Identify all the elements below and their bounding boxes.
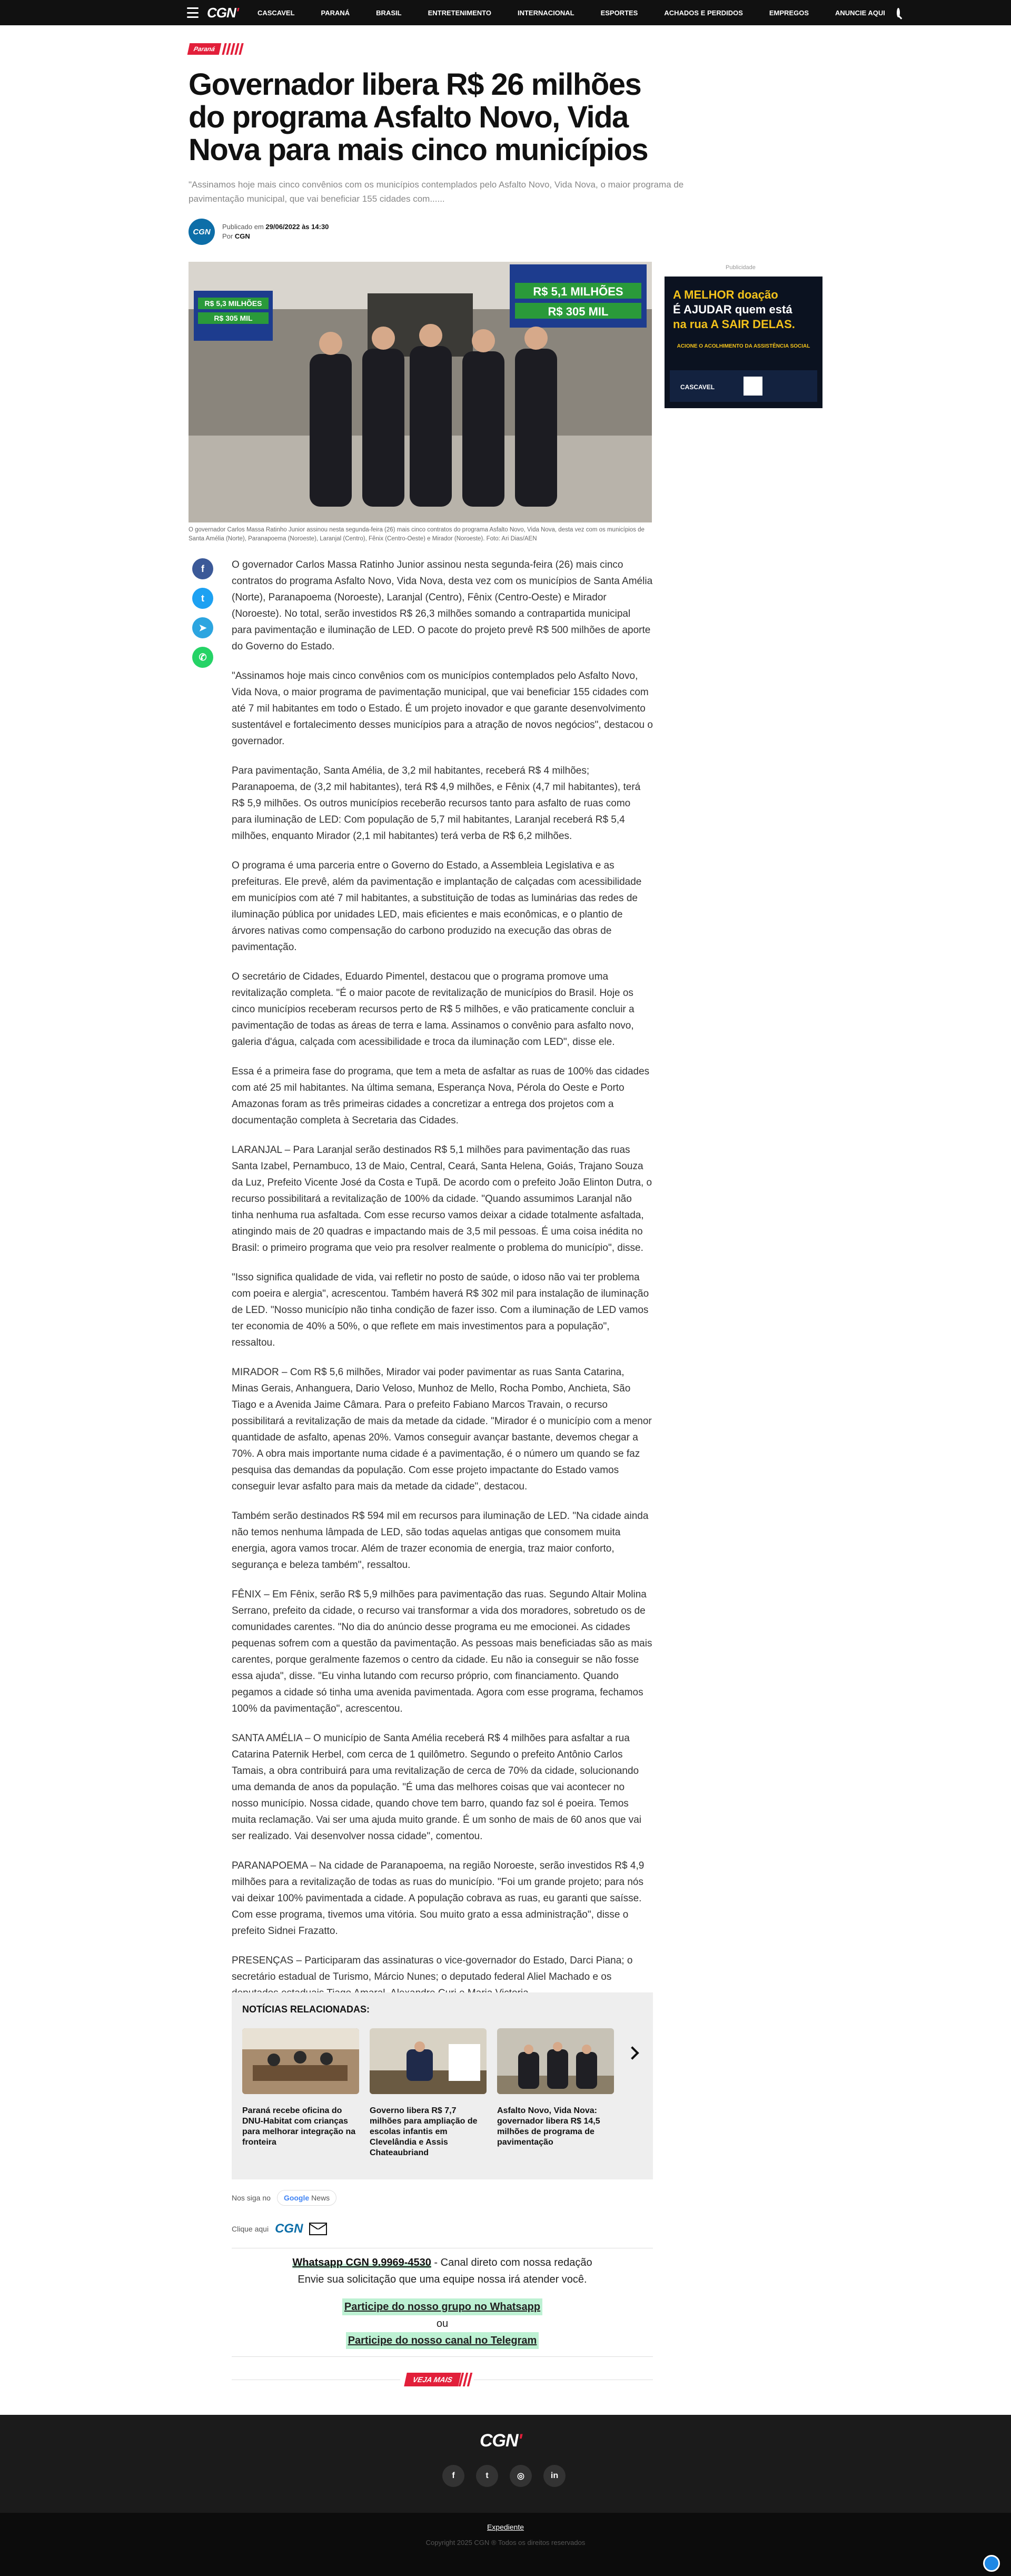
ad-line-1: A MELHOR doação	[673, 288, 778, 301]
photo-illustration	[189, 262, 652, 522]
main-menu	[257, 9, 897, 17]
article-lead: "Assinamos hoje mais cinco convênios com os municípios contemplados pelo Asfalto Novo, Vida Nova, o maior programa de pavimentação municipal, que vai beneficiar 155 cidades com......	[189, 180, 684, 204]
ad-label: Publicidade	[726, 264, 756, 271]
whatsapp-desc: Envie sua solicitação que uma equipe nossa irá atender você.	[298, 2274, 587, 2285]
by-label: Por	[222, 232, 233, 240]
paragraph: O secretário de Cidades, Eduardo Pimentel, destacou que o programa promove uma revitalização completa. "É o maior pacote de revitalização de municípios do Brasil. Hoje os cinco municípios receberam recursos perto de R$ 5 milhões, e vão praticamente concluir a pavimentação de todas as áreas de terra e lama. Assinamos o convênio para asfalto novo, galeria d'água, calçada com acessibilidade e troca da iluminação com LED", disse ele.	[232, 971, 635, 1048]
whatsapp-group-link[interactable]: Participe do nosso grupo no Whatsapp	[342, 2298, 542, 2315]
related-heading: NOTÍCIAS RELACIONADAS:	[242, 2004, 370, 2015]
follow-google-news	[232, 2190, 653, 2206]
paragraph: O governador Carlos Massa Ratinho Junior assinou nesta segunda-feira (26) mais cinco contratos do programa Asfalto Novo, Vida Nova, desta vez com os municípios de Santa Amélia (Norte), Paranapoema (Noroeste), Laranjal (Centro), Fênix (Centro-Oeste) e Mirador (Noroeste). No total, serão investidos R$ 26,3 milhões somando a contrapartida municipal para pavimentação e iluminação de LED. O pacote do projeto prevê R$ 500 milhões de aporte do Governo do Estado.	[232, 559, 653, 652]
author-name: CGN	[234, 232, 250, 240]
footer	[0, 2415, 1011, 2513]
ad-line-3: na rua A SAIR DELAS.	[673, 318, 795, 331]
article-body	[232, 557, 653, 2044]
related-card[interactable]	[497, 2028, 614, 2148]
category-stripes	[223, 43, 242, 55]
ad-artwork	[665, 277, 822, 408]
paragraph: "Isso significa qualidade de vida, vai refletir no posto de saúde, o idoso não vai ter problema com poeira e alergia", acrescentou. Também haverá R$ 302 mil para instalação de iluminação de LED. "Nosso município não tinha condição de fazer isso. Com a iluminação de LED vamos ter economia de 40% a 50%, o que reflete em mais investimentos para a população", ressaltou.	[232, 1272, 649, 1348]
ad-line-2: É AJUDAR quem está	[673, 303, 792, 316]
facebook-icon[interactable]: f	[442, 2465, 464, 2487]
footer-logo[interactable]: CGN'	[480, 2431, 522, 2451]
share-bar	[192, 558, 213, 668]
category-badge[interactable]: Paraná	[187, 43, 222, 55]
article-title: Governador libera R$ 26 milhões do programa Asfalto Novo, Vida Nova para mais cinco municípios	[189, 67, 648, 167]
photo-caption: O governador Carlos Massa Ratinho Junior assinou nesta segunda-feira (26) mais cinco contratos do programa Asfalto Novo, Vida Nova, desta vez com os municípios de Santa Amélia (Norte), Paranapoema (Noroeste), Laranjal (Centro), Fênix (Centro-Oeste) e Mirador (Noroeste). Foto: Ari Dias/AEN	[189, 527, 645, 542]
paragraph: Essa é a primeira fase do programa, que tem a meta de asfaltar as ruas de 100% das cidades com até 25 mil habitantes. Na última semana, Esperança Nova, Pérola do Oeste e Porto Amazonas foram as três primeiras cidades a concretizar a entrega dos projetos com a documentação completa à Secretaria das Cidades.	[232, 1066, 650, 1126]
paragraph: PARANAPOEMA – Na cidade de Paranapoema, na região Noroeste, serão investidos R$ 4,9 milhões para a revitalização de todas as ruas do município. "Foi um grande projeto; para nós vai deixar 100% pavimentada a cidade. A população cobrava as ruas, eu garanti que saísse. Com esse programa, tivemos uma vitória. Sou muito grato a essa administração", disse o prefeito Sidnei Frazatto.	[232, 1860, 645, 1937]
whatsapp-cta	[232, 2254, 653, 2349]
copyright: Copyright 2025 CGN ® Todos os direitos reservados	[425, 2539, 586, 2547]
related-card[interactable]	[370, 2028, 487, 2158]
paragraph: SANTA AMÉLIA – O município de Santa Amélia receberá R$ 4 milhões para asfaltar a rua Catarina Paternik Herbel, com cerca de 1 quilômetro. Segundo o prefeito Antônio Carlos Tamais, a obra contribuirá para uma revitalização de cerca de 70% da cidade, solucionando uma demanda de anos da população. "É uma das melhores coisas que vai acontecer no nosso município. Nossa cidade, quando chove tem barro, quando faz sol é poeira. Temos muita reclamação. Vai ser uma ajuda muito grande. É um sonho de mais de 60 anos que vai ser realizado. Vai desenvolver nossa cidade", comentou.	[232, 1733, 642, 1842]
paragraph: Também serão destinados R$ 594 mil em recursos para iluminação de LED. "Na cidade ainda não temos nenhuma lâmpada de LED, são todas aquelas antigas que consomem muita energia, agora vamos trocar. Além de trazer economia de energia, traz maior conforto, segurança e beleza também", ressaltou.	[232, 1511, 649, 1571]
mail-icon[interactable]	[309, 2223, 327, 2235]
related-title[interactable]: Asfalto Novo, Vida Nova: governador libera R$ 14,5 milhões de programa de pavimentação	[497, 2106, 600, 2147]
whatsapp-share-icon[interactable]: ✆	[192, 647, 213, 668]
click-label: Clique aqui	[232, 2225, 269, 2233]
nav-item-cascavel[interactable]: CASCAVEL	[257, 8, 295, 17]
google-news-icon: Google	[283, 2194, 310, 2202]
avatar: CGN	[189, 219, 215, 245]
see-more-stripes	[456, 2373, 471, 2386]
chevron-right-icon[interactable]	[626, 2046, 639, 2059]
facebook-share-icon[interactable]: f	[192, 558, 213, 579]
paragraph: Para pavimentação, Santa Amélia, de 3,2 mil habitantes, receberá R$ 4 milhões; Paranapoema, de (3,2 mil habitantes), terá R$ 4,9 milhões, e Fênix (4,7 mil habitantes), terá R$ 5,9 milhões. Os outros municípios receberão recursos tanto para asfalto de ruas como para iluminação de LED: Com população de 5,7 mil habitantes, Laranjal receberá R$ 5,4 milhões, enquanto Mirador (2,1 mil habitantes) terá verba de R$ 6,2 milhões.	[232, 765, 641, 842]
top-navbar	[0, 0, 1011, 25]
or-text: ou	[436, 2318, 449, 2330]
paragraph: PRESENÇAS – Participaram das assinaturas o vice-governador do Estado, Darci Piana; o secretário estadual de Turismo, Márcio Nunes; o deputado federal Aliel Machado e os	[232, 1955, 633, 1982]
twitter-share-icon[interactable]: t	[192, 588, 213, 609]
published-label: Publicado em	[222, 223, 264, 231]
google-news-label: News	[311, 2194, 330, 2202]
ad-line-4: ACIONE O ACOLHIMENTO DA ASSISTÊNCIA SOCIAL	[677, 343, 810, 349]
site-logo[interactable]: CGN'	[207, 4, 239, 21]
related-title[interactable]: Governo libera R$ 7,7 milhões para ampliação de escolas infantis em Clevelândia e Assis Chateaubriand	[370, 2106, 478, 2157]
twitter-icon[interactable]: t	[476, 2465, 498, 2487]
banner-left-2: R$ 305 MIL	[214, 314, 253, 322]
whatsapp-number-desc: - Canal direto com nossa redação	[431, 2257, 592, 2268]
paragraph: O programa é uma parceria entre o Governo do Estado, a Assembleia Legislativa e as prefeituras. Ele prevê, além da pavimentação e implantação de calçadas com acessibilidade em municípios com até 7 mil habitantes, a substituição de todas as luminárias das redes de iluminação pública por unidades LED, mais eficientes e mais econômicas, e o plantio de árvores nativas como compensação do carbono produzido na execução das obras de pavimentação.	[232, 860, 642, 953]
linkedin-icon[interactable]: in	[543, 2465, 566, 2487]
paragraph: LARANJAL – Para Laranjal serão destinados R$ 5,1 milhões para pavimentação das ruas Santa Izabel, Pernambuco, 13 de Maio, Central, Ceará, Santa Helena, Goiás, Trajano Souza da Luz, Prefeito Vicente José da Costa e Tupã. De acordo com o prefeito João Elinton Dutra, o recurso possibilitará a revitalização de 100% da cidade. "Quando assumimos Laranjal não tinha nenhuma rua asfaltada. Com esse recurso vamos deixar a cidade totalmente asfaltada, atingindo mais de 20 quadras e impactando mais de 3,5 mil pessoas. É uma coisa inédita no Brasil: o primeiro programa que veio pra resolver realmente o problema do município", disse.	[232, 1144, 652, 1254]
nav-item-achados[interactable]: ACHADOS E PERDIDOS	[664, 8, 743, 17]
newsletter-cta	[232, 2222, 327, 2236]
see-more-badge[interactable]: VEJA MAIS	[404, 2373, 461, 2386]
author-block	[189, 219, 329, 245]
related-thumb[interactable]	[497, 2028, 614, 2094]
ad-banner[interactable]	[665, 277, 822, 408]
thumb-illustration	[497, 2028, 614, 2094]
thumb-illustration	[370, 2028, 487, 2094]
search-icon[interactable]	[897, 8, 900, 17]
expediente-link[interactable]: Expediente	[487, 2523, 524, 2531]
telegram-channel-link[interactable]: Participe do nosso canal no Telegram	[346, 2332, 539, 2349]
paragraph: MIRADOR – Com R$ 5,6 milhões, Mirador vai poder pavimentar as ruas Santa Catarina, Minas Gerais, Anhanguera, Dario Veloso, Munhoz de Mello, Rocha Pombo, Anchieta, São Tiago e a Avenida Jaime Câmara. Para o prefeito Fabiano Marcos Travain, o recurso possibilitará a revitalização de mais da metade da cidade. "Mirador é o município com a menor quantidade de asfalto, apenas 20%. Vamos conseguir avançar bastante, devemos chegar a 70%. A obra mais importante numa cidade é a pavimentação, é o número um quando se faz pesquisa das demandas da população. Com esse projeto impactante do Estado vamos conseguir levar asfalto para mais da metade da cidade", destacou.	[232, 1367, 652, 1492]
paragraph: "Assinamos hoje mais cinco convênios com os municípios contemplados pelo Asfalto Novo, Vida Nova, o maior programa de pavimentação municipal, que vai beneficiar 155 cidades com até 7 mil habitantes em todo o Estado. É um projeto inovador e que garante desenvolvimento sustentável e fortalecimento desses municípios para a atração de novos negócios", destacou o governador.	[232, 670, 653, 747]
cgn-newsletter-logo[interactable]: CGN	[275, 2222, 303, 2236]
nav-item-entretenimento[interactable]: ENTRETENIMENTO	[428, 8, 491, 17]
banner-left-1: R$ 5,3 MILHÕES	[204, 299, 262, 308]
google-news-button[interactable]	[277, 2190, 336, 2206]
follow-label: Nos siga no	[232, 2194, 271, 2202]
chat-icon[interactable]	[983, 2555, 1000, 2572]
published-date: 29/06/2022 às 14:30	[265, 223, 329, 231]
banner-right-2: R$ 305 MIL	[548, 305, 609, 318]
nav-item-parana[interactable]: PARANÁ	[321, 8, 350, 17]
nav-item-empregos[interactable]: EMPREGOS	[769, 8, 809, 17]
menu-icon[interactable]	[187, 7, 199, 18]
ad-city: CASCAVEL	[680, 383, 715, 391]
related-thumb[interactable]	[370, 2028, 487, 2094]
whatsapp-number-link[interactable]: Whatsapp CGN 9.9969-4530	[292, 2257, 431, 2268]
thumb-illustration	[242, 2028, 359, 2094]
instagram-icon[interactable]: ◎	[510, 2465, 532, 2487]
related-thumb[interactable]	[242, 2028, 359, 2094]
paragraph: FÊNIX – Em Fênix, serão R$ 5,9 milhões para pavimentação das ruas. Segundo Altair Molina Serrano, prefeito da cidade, o recurso vai transformar a vida dos moradores, sobretudo os de comunidades carentes. "No dia do anúncio desse programa eu me emocionei. As cidades pequenas sofrem com a questão da pavimentação. As pessoas mais beneficiadas são as mais carentes, porque geralmente fazemos o centro da cidade. Eu não ia conseguir se não fosse essa ajuda", disse. "Eu vinha lutando com recurso próprio, com financiamento. Quando pegamos a cidade só tinha uma avenida pavimentada. Agora com esse programa, fechamos 100% da pavimentação", acrescentou.	[232, 1589, 652, 1714]
telegram-share-icon[interactable]: ➤	[192, 617, 213, 638]
nav-item-anuncie[interactable]: ANUNCIE AQUI	[835, 8, 885, 17]
related-card[interactable]	[242, 2028, 359, 2148]
related-title[interactable]: Paraná recebe oficina do DNU-Habitat com crianças para melhorar integração na fronteira	[242, 2106, 356, 2147]
banner-right-1: R$ 5,1 MILHÕES	[533, 285, 623, 298]
nav-item-esportes[interactable]: ESPORTES	[600, 8, 638, 17]
related-news	[232, 1992, 653, 2179]
nav-item-brasil[interactable]: BRASIL	[376, 8, 402, 17]
nav-item-internacional[interactable]: INTERNACIONAL	[517, 8, 574, 17]
footer-socials	[442, 2465, 566, 2487]
divider	[232, 2356, 653, 2357]
article-photo	[189, 262, 652, 522]
